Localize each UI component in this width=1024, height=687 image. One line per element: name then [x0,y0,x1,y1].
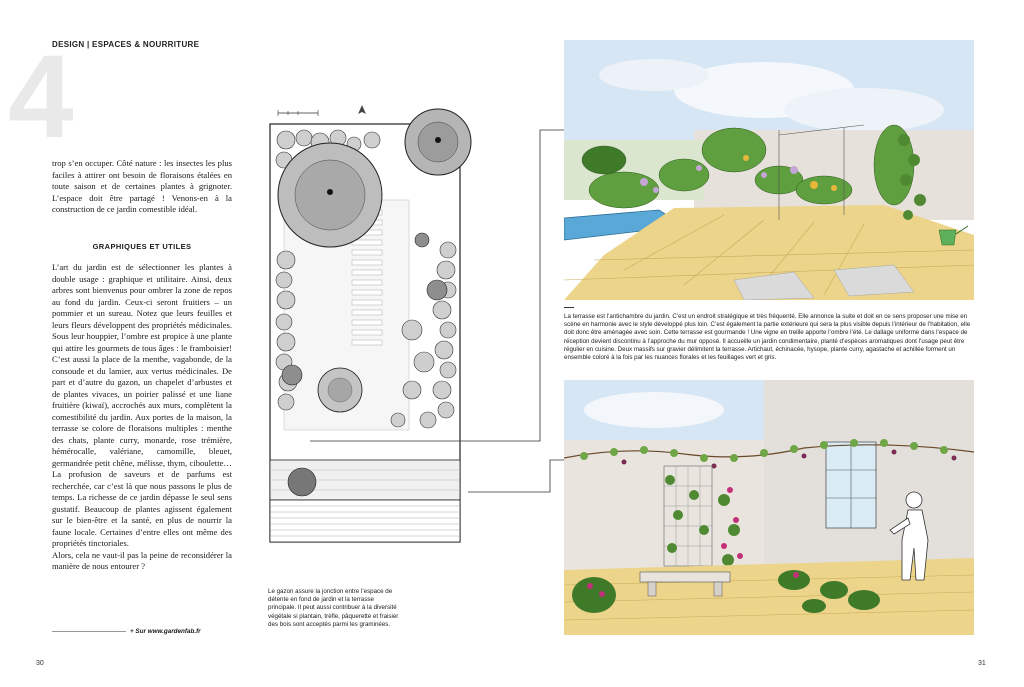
caption-plan: Le gazon assure la jonction entre l’espace de détente en fond de jardin et la terrasse principale. Il peut aussi contribuer à la diversité végétale si plantain, trèfle, pâquerette et fraisier des bois sont acceptés parmi les graminées. [268,588,399,628]
page-header: DESIGN | ESPACES & NOURRITURE [52,40,200,49]
subheading: GRAPHIQUES ET UTILES [92,242,192,251]
source-rule [52,631,126,632]
intro-paragraph: trop s’en occuper. Côté nature : les insectes les plus faciles à attirer ont besoin de floraisons étalées en toute saison et de certaines plantes à grignoter. L’espace doit être partagé ! Venons-en à la construction de ce jardin comestible idéal. [52,158,232,214]
trellis-illustration [564,380,974,635]
source-link[interactable]: + Sur www.gardenfab.fr [130,628,201,635]
caption-rule [564,307,574,308]
section-number: 4 [8,31,74,163]
closing-line: Alors, cela ne vaut-il pas la peine de reconsidérer la manière de nous entourer ? [52,549,232,571]
terrace-illustration [564,40,974,300]
main-text: L’art du jardin est de sélectionner les plantes à double usage : graphique et utilitaire. Ainsi, deux arbres sont bienvenus pour ombrer la zone de repos au fond du jardin. Ceux-ci seront fruitiers – un pommier et un sureau. Notez que leurs feuilles et leurs fleurs développent des propriétés médicinales. Sous leur houppier, l’ombre est propice à une plante qui attire les gourmets de tous âges : le framboisier! C’est aussi la place de la menthe, vagabonde, de la consoude et du lamier, aux vertus médicinales. De part et d’autre du gazon, un chapelet d’arbustes et de plantes vivaces, un poirier palissé et une liane fruitière (kiwaï), accrochés aux murs, complètent la comestibilité du jardin. Aux portes de la maison, la terrasse se colore de floraisons multiples : menthe des chats, plante curry, monarde, rose trémière, hémérocalle, valériane, camomille, bleuet, germandrée petit chêne, mélisse, thym, ciboulette… La profusion de saveurs et de parfums est recherchée, car c’est là que nous passons le plus de temps. La richesse de ce jardin dépasse le seul sens gustatif. Beaucoup de plantes agissent également sur le bien-être et la santé, en plus de nourrir la faune locale. Certaines d’entre elles ont même des propriétés tinctoriales. Alors, cela ne vaut-il pas la peine de reconsidérer la manière de nous entourer ? [52,262,232,571]
connector-lines [290,120,570,500]
page-number-right: 31 [978,660,986,667]
caption-terrace: La terrasse est l’antichambre du jardin. C’est un endroit stratégique et très fréquenté. Elle annonce la suite et doit en ce sens proposer une mise en scène en harmonie avec le style développé plus loin. C’est également la partie extérieure qui sera la plus visible depuis l’intérieur de l’habitation, elle doit donc être aménagée avec soin. Cette terrasse est gourmande ! Une vigne en treille apporte l’ombre l’été. Le dallage uniforme dans l’espace de réception devient discontinu à l’approche du mur opposé. Il accueille un jardin condimentaire, planté d’espèces aromatiques dont l’usage peut être régulier en cuisine. Deux massifs sur gravier délimitent la terrasse. Artichaut, échinacée, hysope, plante curry, agastache et achillée forment un ensemble coloré à la fois par les nuances florales et les feuillages vert et gris. [564,313,971,362]
page-number-left: 30 [36,660,44,667]
